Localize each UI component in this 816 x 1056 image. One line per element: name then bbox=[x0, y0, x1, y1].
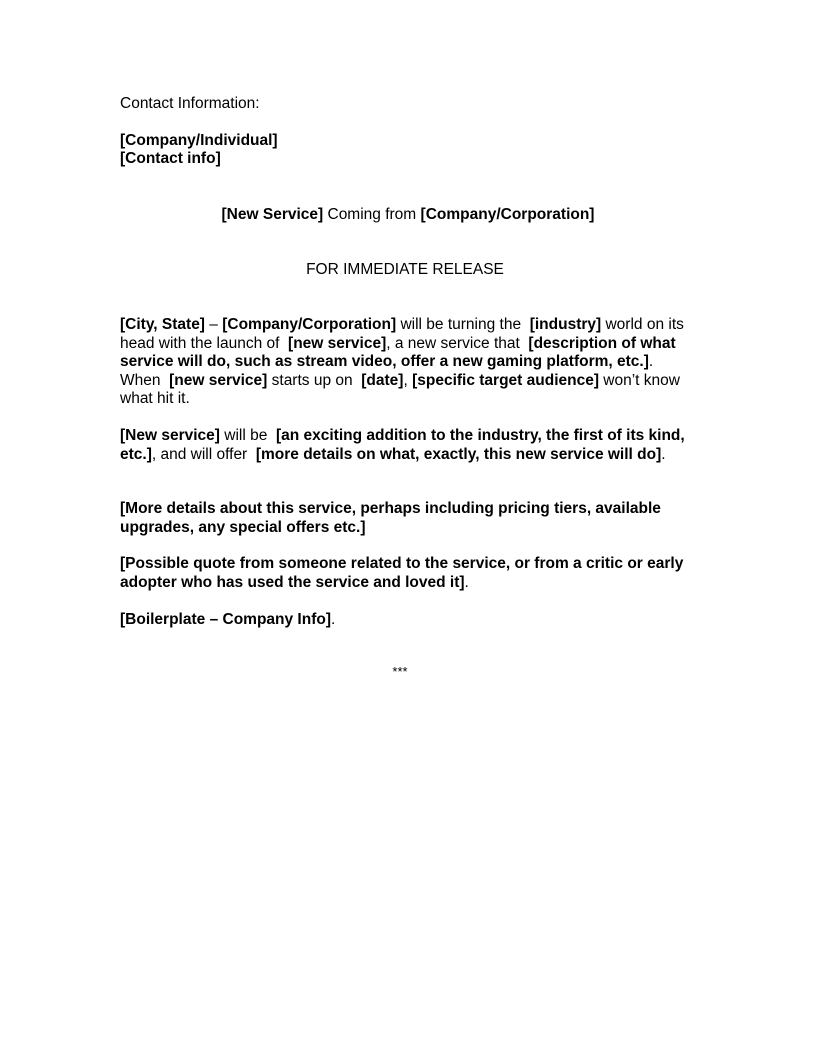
contact-section bbox=[120, 95, 695, 169]
new-service-2: [new service] bbox=[169, 371, 268, 389]
date: [date] bbox=[361, 371, 404, 389]
paragraph-quote bbox=[120, 555, 695, 592]
contact-info: [Contact info] bbox=[120, 150, 221, 167]
headline-company: [Company/Corporation] bbox=[420, 206, 595, 223]
more-details: [more details on what, exactly, this new service will do] bbox=[255, 445, 662, 463]
contact-label: Contact Information: bbox=[120, 95, 260, 112]
industry: [industry] bbox=[529, 316, 602, 333]
headline-coming-from: Coming from bbox=[323, 206, 421, 223]
headline bbox=[0, 206, 816, 225]
intro-text-6: , bbox=[403, 371, 413, 389]
intro-text-1: will be turning the bbox=[396, 316, 530, 333]
release-line: FOR IMMEDIATE RELEASE bbox=[306, 261, 504, 278]
dash-text: – bbox=[204, 316, 223, 333]
quote-text: [Possible quote from someone related to the service, or from a critic or early adopter who has used the service and loved it] bbox=[120, 555, 684, 591]
quote-period: . bbox=[464, 573, 469, 591]
intro-text-5: starts up on bbox=[267, 371, 362, 389]
service-description: [description of what service will do, such as stream video, offer a new gaming platform, etc.] bbox=[120, 334, 676, 370]
headline-service: [New Service] bbox=[221, 206, 324, 223]
paragraph-details bbox=[120, 500, 695, 537]
exciting-addition: [an exciting addition to the industry, the first of its kind, etc.] bbox=[120, 427, 685, 463]
contact-company: [Company/Individual] bbox=[120, 131, 278, 149]
intro-text-4: . When bbox=[120, 353, 658, 389]
intro-text-2: world on its head with the launch of bbox=[120, 316, 689, 352]
boilerplate-text: [Boilerplate – Company Info] bbox=[120, 611, 331, 628]
details-text: [More details about this service, perhaps including pricing tiers, available upgrades, any special offers etc.] bbox=[120, 500, 661, 536]
new-service-3: [New service] bbox=[120, 427, 220, 444]
paragraph-intro bbox=[120, 316, 695, 409]
company-corporation: [Company/Corporation] bbox=[222, 316, 397, 333]
target-audience: [specific target audience] bbox=[412, 371, 599, 389]
city-state: [City, State] bbox=[120, 316, 205, 333]
intro-text-7: won’t know what hit it. bbox=[120, 371, 680, 407]
new-service: [new service] bbox=[288, 334, 387, 352]
end-mark: *** bbox=[392, 664, 408, 679]
intro-text-3: , a new service that bbox=[386, 334, 529, 352]
service-text-3: . bbox=[661, 445, 666, 463]
service-text-2: , and will offer bbox=[151, 445, 256, 463]
boilerplate-period: . bbox=[331, 611, 336, 628]
paragraph-boilerplate bbox=[120, 611, 695, 630]
service-text-1: will be bbox=[219, 427, 276, 444]
paragraph-service bbox=[120, 427, 695, 464]
